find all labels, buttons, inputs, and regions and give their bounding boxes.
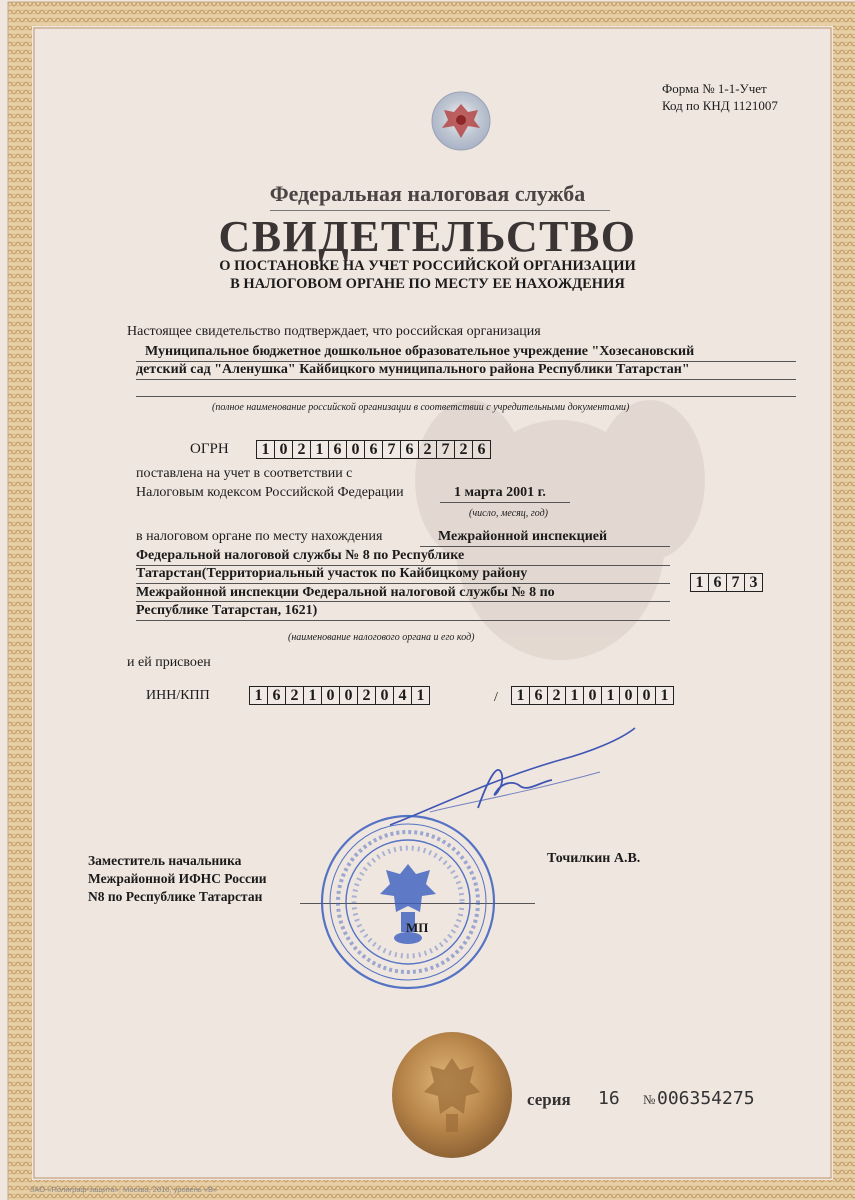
assigned-text: и ей присвоен <box>127 655 211 670</box>
registered-line-2: Налоговым кодексом Российской Федерации <box>136 485 404 500</box>
ogrn-digit: 0 <box>346 440 365 459</box>
kpp-digit: 0 <box>583 686 602 705</box>
stamp-mark: МП <box>406 920 429 935</box>
kpp-digit: 1 <box>655 686 674 705</box>
signer-name: Точилкин А.В. <box>547 851 641 866</box>
ogrn-digit: 7 <box>382 440 401 459</box>
ogrn-digit: 6 <box>328 440 347 459</box>
authority-line-1: Межрайонной инспекцией <box>438 529 608 544</box>
authority-line-2: Федеральной налоговой службы № 8 по Республике <box>136 548 465 563</box>
org-underline-2 <box>136 379 796 380</box>
org-name-line-2: детский сад "Аленушка" Кайбицкого муниципального района Республики Татарстан" <box>136 362 690 377</box>
date-caption: (число, месяц, год) <box>469 508 548 519</box>
inn-digit: 1 <box>249 686 268 705</box>
form-number-block <box>662 80 778 114</box>
inn-field <box>249 686 429 705</box>
kpp-field <box>511 686 673 705</box>
certificate-number: 006354275 <box>657 1088 755 1109</box>
printer-imprint: ЗАО «Полиграф-защита», Москва, 2010, уровень «В» <box>30 1185 218 1194</box>
series-label: серия <box>527 1090 571 1109</box>
authority-line-5: Республике Татарстан, 1621) <box>136 603 318 618</box>
ogrn-digit: 2 <box>418 440 437 459</box>
date-underline <box>440 502 570 503</box>
signer-position-line-3: N8 по Республике Татарстан <box>88 889 263 904</box>
inn-digit: 0 <box>339 686 358 705</box>
inn-digit: 0 <box>375 686 394 705</box>
kpp-digit: 1 <box>511 686 530 705</box>
agency-name: Федеральная налоговая служба <box>269 181 586 206</box>
ogrn-digit: 6 <box>364 440 383 459</box>
kpp-digit: 0 <box>619 686 638 705</box>
series-value: 16 <box>598 1088 620 1109</box>
ogrn-digit: 6 <box>400 440 419 459</box>
inn-digit: 0 <box>321 686 340 705</box>
ogrn-digit: 2 <box>454 440 473 459</box>
kpp-digit: 0 <box>637 686 656 705</box>
number-label: № <box>643 1092 656 1107</box>
ogrn-digit: 1 <box>310 440 329 459</box>
inn-kpp-separator: / <box>494 690 498 705</box>
authority-code-digit: 7 <box>726 573 745 592</box>
inn-digit: 4 <box>393 686 412 705</box>
ogrn-digit: 6 <box>472 440 491 459</box>
gold-seal <box>390 1030 515 1160</box>
inn-digit: 1 <box>303 686 322 705</box>
form-number: Форма № 1-1-Учет <box>662 81 767 96</box>
org-name-line-1: Муниципальное бюджетное дошкольное образовательное учреждение "Хозесановский <box>145 344 695 359</box>
inn-digit: 2 <box>285 686 304 705</box>
kpp-digit: 2 <box>547 686 566 705</box>
ogrn-digit: 1 <box>256 440 275 459</box>
official-stamp <box>318 812 498 992</box>
inn-kpp-label: ИНН/КПП <box>146 688 210 703</box>
authority-code-digit: 3 <box>744 573 763 592</box>
ogrn-label: ОГРН <box>190 441 229 457</box>
authority-underline-4 <box>136 601 670 602</box>
knd-code: Код по КНД 1121007 <box>662 98 778 113</box>
kpp-digit: 1 <box>565 686 584 705</box>
subtitle-line-2: В НАЛОГОВОМ ОРГАНЕ ПО МЕСТУ ЕЕ НАХОЖДЕНИЯ <box>230 276 625 292</box>
authority-underline-1 <box>420 546 670 547</box>
signer-position <box>88 852 267 906</box>
ogrn-digit: 7 <box>436 440 455 459</box>
hologram-emblem <box>430 90 492 152</box>
kpp-digit: 6 <box>529 686 548 705</box>
authority-code-digit: 6 <box>708 573 727 592</box>
authority-underline-5 <box>136 620 670 621</box>
signer-position-line-1: Заместитель начальника <box>88 853 242 868</box>
ogrn-digit: 2 <box>292 440 311 459</box>
inn-digit: 6 <box>267 686 286 705</box>
signer-position-line-2: Межрайонной ИФНС России <box>88 871 267 886</box>
authority-line-3: Татарстан(Территориальный участок по Кайбицкому району <box>136 566 528 581</box>
subtitle-line-1: О ПОСТАНОВКЕ НА УЧЕТ РОССИЙСКОЙ ОРГАНИЗАЦИИ <box>219 258 636 274</box>
authority-line-4: Межрайонной инспекции Федеральной налоговой службы № 8 по <box>136 585 555 600</box>
org-underline-3 <box>136 396 796 397</box>
kpp-digit: 1 <box>601 686 620 705</box>
org-caption: (полное наименование российской организации в соответствии с учредительными документами) <box>212 402 630 413</box>
authority-code-field <box>690 573 762 592</box>
ogrn-field <box>256 440 490 459</box>
intro-text: Настоящее свидетельство подтверждает, что российская организация <box>127 324 541 339</box>
registration-date: 1 марта 2001 г. <box>454 485 546 500</box>
authority-code-digit: 1 <box>690 573 709 592</box>
ogrn-digit: 0 <box>274 440 293 459</box>
registered-line-1: поставлена на учет в соответствии с <box>136 466 353 481</box>
inn-digit: 1 <box>411 686 430 705</box>
inn-digit: 2 <box>357 686 376 705</box>
page-title: СВИДЕТЕЛЬСТВО <box>218 212 637 261</box>
authority-caption: (наименование налогового органа и его код) <box>288 632 475 643</box>
authority-prefix: в налоговом органе по месту нахождения <box>136 529 383 544</box>
authority-underline-3 <box>136 583 670 584</box>
subtitle <box>0 257 855 293</box>
